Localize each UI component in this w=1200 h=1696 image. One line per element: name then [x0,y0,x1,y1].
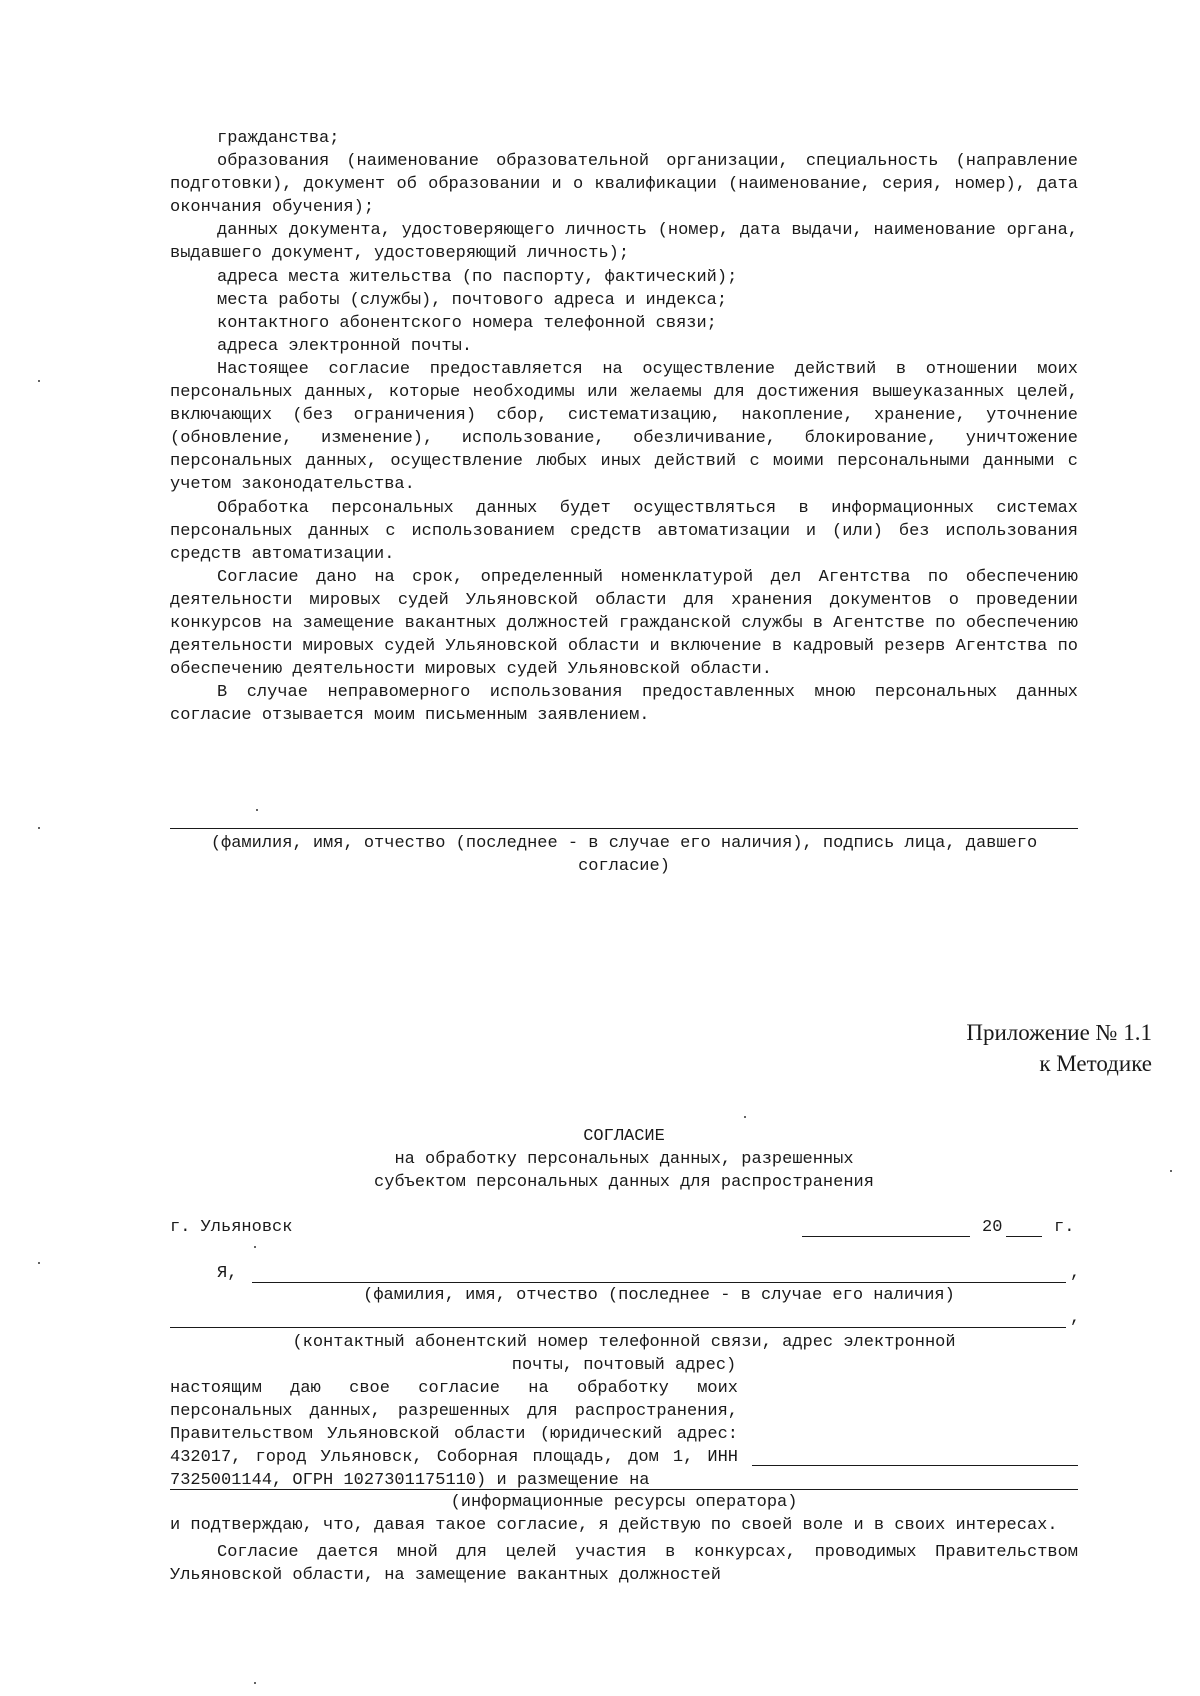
contact-caption-line1: (контактный абонентский номер телефонной связи, адрес электронной [292,1333,956,1352]
form-subtitle-line2: субъектом персональных данных для распространения [374,1173,874,1192]
placement-field[interactable] [752,1465,1078,1466]
full-name-comma: , [1070,1264,1081,1283]
appendix-subtitle: к Методике [1039,1051,1152,1076]
consent-body-text: настоящим даю свое согласие на обработку моих персональных данных, разрешенных для распространения, Правительством Ульяновской области (юридический адрес: 432017, город Ульяновск, Соборная площадь, дом 1, ИНН 7325001144, ОГРН 1027301175110) и размещение на [170,1379,738,1491]
full-name-field[interactable] [252,1282,1066,1283]
full-name-caption: (фамилия, имя, отчество (последнее - в случае его наличия) [363,1286,955,1305]
signature-caption: (фамилия, имя, отчество (последнее - в случае его наличия), подпись лица, давшего согласие) [210,834,1038,876]
category-identity-document: данных документа, удостоверяющего личность (номер, дата выдачи, наименование органа, выдавшего документ, удостоверяющий личность); [170,221,1078,264]
contact-comma: , [1070,1309,1081,1328]
scan-speck [254,1682,256,1684]
scan-speck [256,809,258,811]
revocation-paragraph: В случае неправомерного использования предоставленных мною персональных данных согласие отзывается моим письменным заявлением. [170,683,1078,726]
term-paragraph: Согласие дано на срок, определенный номенклатурой дел Агентства по обеспечению деятельности мировых судей Ульяновской области для хранения документов о проведении конкурсов на замещение вакантных должностей гражданской службы в Агентстве по обеспечению деятельности мировых судей Ульяновской области и включение в кадровый резерв Агентства по обеспечению деятельности мировых судей Ульяновской области. [170,567,1078,680]
consent-body [170,1377,1078,1492]
i-label: Я, [217,1264,238,1283]
scan-speck [254,1246,256,1248]
confirm-paragraph: и подтверждаю, что, давая такое согласие, я действую по своей воле и в своих интересах. [170,1516,1058,1535]
purpose-paragraph: Согласие дается мной для целей участия в конкурсах, проводимых Правительством Ульяновской области, на замещение вакантных должностей [170,1543,1078,1586]
scan-speck [38,380,40,382]
contact-caption-line2: почты, почтовый адрес) [511,1356,737,1375]
date-day-month-field[interactable] [802,1236,970,1237]
scan-speck [1170,1170,1172,1172]
consent-scope-paragraph: Настоящее согласие предоставляется на осуществление действий в отношении моих персональных данных, которые необходимы или желаемы для достижения вышеуказанных целей, включающих (без ограничения) сбор, систематизацию, накопление, хранение, уточнение (обновление, изменение), использование, обезличивание, блокирование, уничтожение персональных данных, осуществление любых иных действий с моими персональными данными с учетом законодательства. [170,359,1078,495]
category-email: адреса электронной почты. [217,336,473,356]
confirm-block [170,1514,1078,1587]
form-subtitle-line1: на обработку персональных данных, разрешенных [394,1150,854,1169]
date-suffix: г. [1054,1218,1075,1237]
date-year-prefix: 20 [982,1218,1003,1237]
category-workplace: места работы (службы), почтового адреса и индекса; [217,290,728,310]
signature-line [170,828,1078,829]
scan-speck [38,827,40,829]
resources-field[interactable] [170,1489,1078,1490]
date-year-field[interactable] [1006,1236,1042,1237]
category-education: образования (наименование образовательной организации, специальность (направление подготовки), документ об образовании и о квалификации (наименование, серия, номер), дата окончания обучения); [170,152,1078,218]
data-categories-list [170,127,1078,727]
scan-speck [38,1262,40,1264]
city-label: г. Ульяновск [170,1218,293,1237]
resources-caption: (информационные ресурсы оператора) [450,1493,798,1512]
category-residence-address: адреса места жительства (по паспорту, фактический); [217,267,738,287]
form-title: СОГЛАСИЕ [583,1127,665,1146]
scan-speck [744,1116,746,1118]
category-phone: контактного абонентского номера телефонной связи; [217,313,717,333]
processing-paragraph: Обработка персональных данных будет осуществляться в информационных системах персональных данных с использованием средств автоматизации и (или) без использования средств автоматизации. [170,498,1078,564]
contact-field[interactable] [170,1327,1066,1328]
appendix-title: Приложение № 1.1 [966,1020,1152,1045]
category-citizenship: гражданства; [217,129,340,148]
